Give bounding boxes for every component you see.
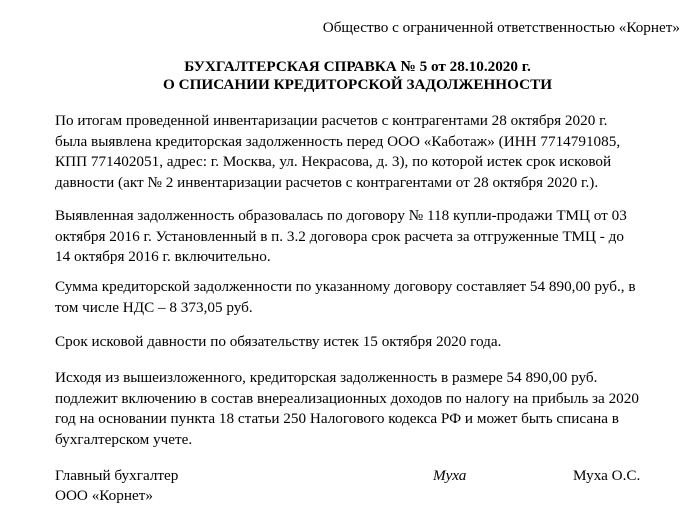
paragraph-conclusion <box>55 368 667 450</box>
signature-organization: ООО «Корнет» <box>55 487 153 504</box>
paragraph-line: год на основании пункта 18 статьи 250 Налогового кодекса РФ и может быть списана в <box>55 410 619 427</box>
paragraph-line: октября 2016 г. Установленный в п. 3.2 договора срок расчета за отгруженные ТМЦ - до <box>55 227 624 245</box>
paragraph-line: том числе НДС – 8 373,05 руб. <box>55 298 253 316</box>
paragraph-line: Выявленная задолженность образовалась по договору № 118 купли-продажи ТМЦ от 03 <box>55 207 627 224</box>
paragraph-line: Срок исковой давности по обязательству истек 15 октября 2020 года. <box>55 333 502 350</box>
signature-position: Главный бухгалтер <box>55 467 179 484</box>
paragraph-line: подлежит включению в состав внереализационных доходов по налогу на прибыль за 2020 <box>55 389 639 407</box>
paragraph-limitation-expiry <box>55 332 667 353</box>
paragraph-line: Исходя из вышеизложенного, кредиторская задолженность в размере 54 890,00 руб. <box>55 369 598 386</box>
paragraph-line: Сумма кредиторской задолженности по указанному договору составляет 54 890,00 руб., в <box>55 278 636 295</box>
document-subtitle: О СПИСАНИИ КРЕДИТОРСКОЙ ЗАДОЛЖЕННОСТИ <box>162 76 553 93</box>
paragraph-debt-amount <box>55 277 667 318</box>
paragraph-line: бухгалтерском учете. <box>55 430 193 448</box>
paragraph-inventory-result <box>55 111 667 193</box>
document-title: БУХГАЛТЕРСКАЯ СПРАВКА № 5 от 28.10.2020 г. <box>184 58 531 75</box>
signature-name: Муха О.С. <box>573 467 641 484</box>
paragraph-debt-origin <box>55 206 667 268</box>
handwritten-signature: Муха <box>433 467 467 484</box>
paragraph-line: давности (акт № 2 инвентаризации расчетов с контрагентами от 28 октября 2020 г.). <box>55 173 599 191</box>
paragraph-line: По итогам проведенной инвентаризации расчетов с контрагентами 28 октября 2020 г. <box>55 112 608 129</box>
organization-header: Общество с ограниченной ответственностью «Корнет» <box>322 19 680 36</box>
paragraph-line: КПП 771402051, адрес: г. Москва, ул. Некрасова, д. 3), по которой истек срок исковой <box>55 153 612 170</box>
paragraph-line: 14 октября 2016 г. включительно. <box>55 248 271 265</box>
paragraph-line: была выявлена кредиторская задолженность перед ООО «Каботаж» (ИНН 7714791085, <box>55 132 621 150</box>
